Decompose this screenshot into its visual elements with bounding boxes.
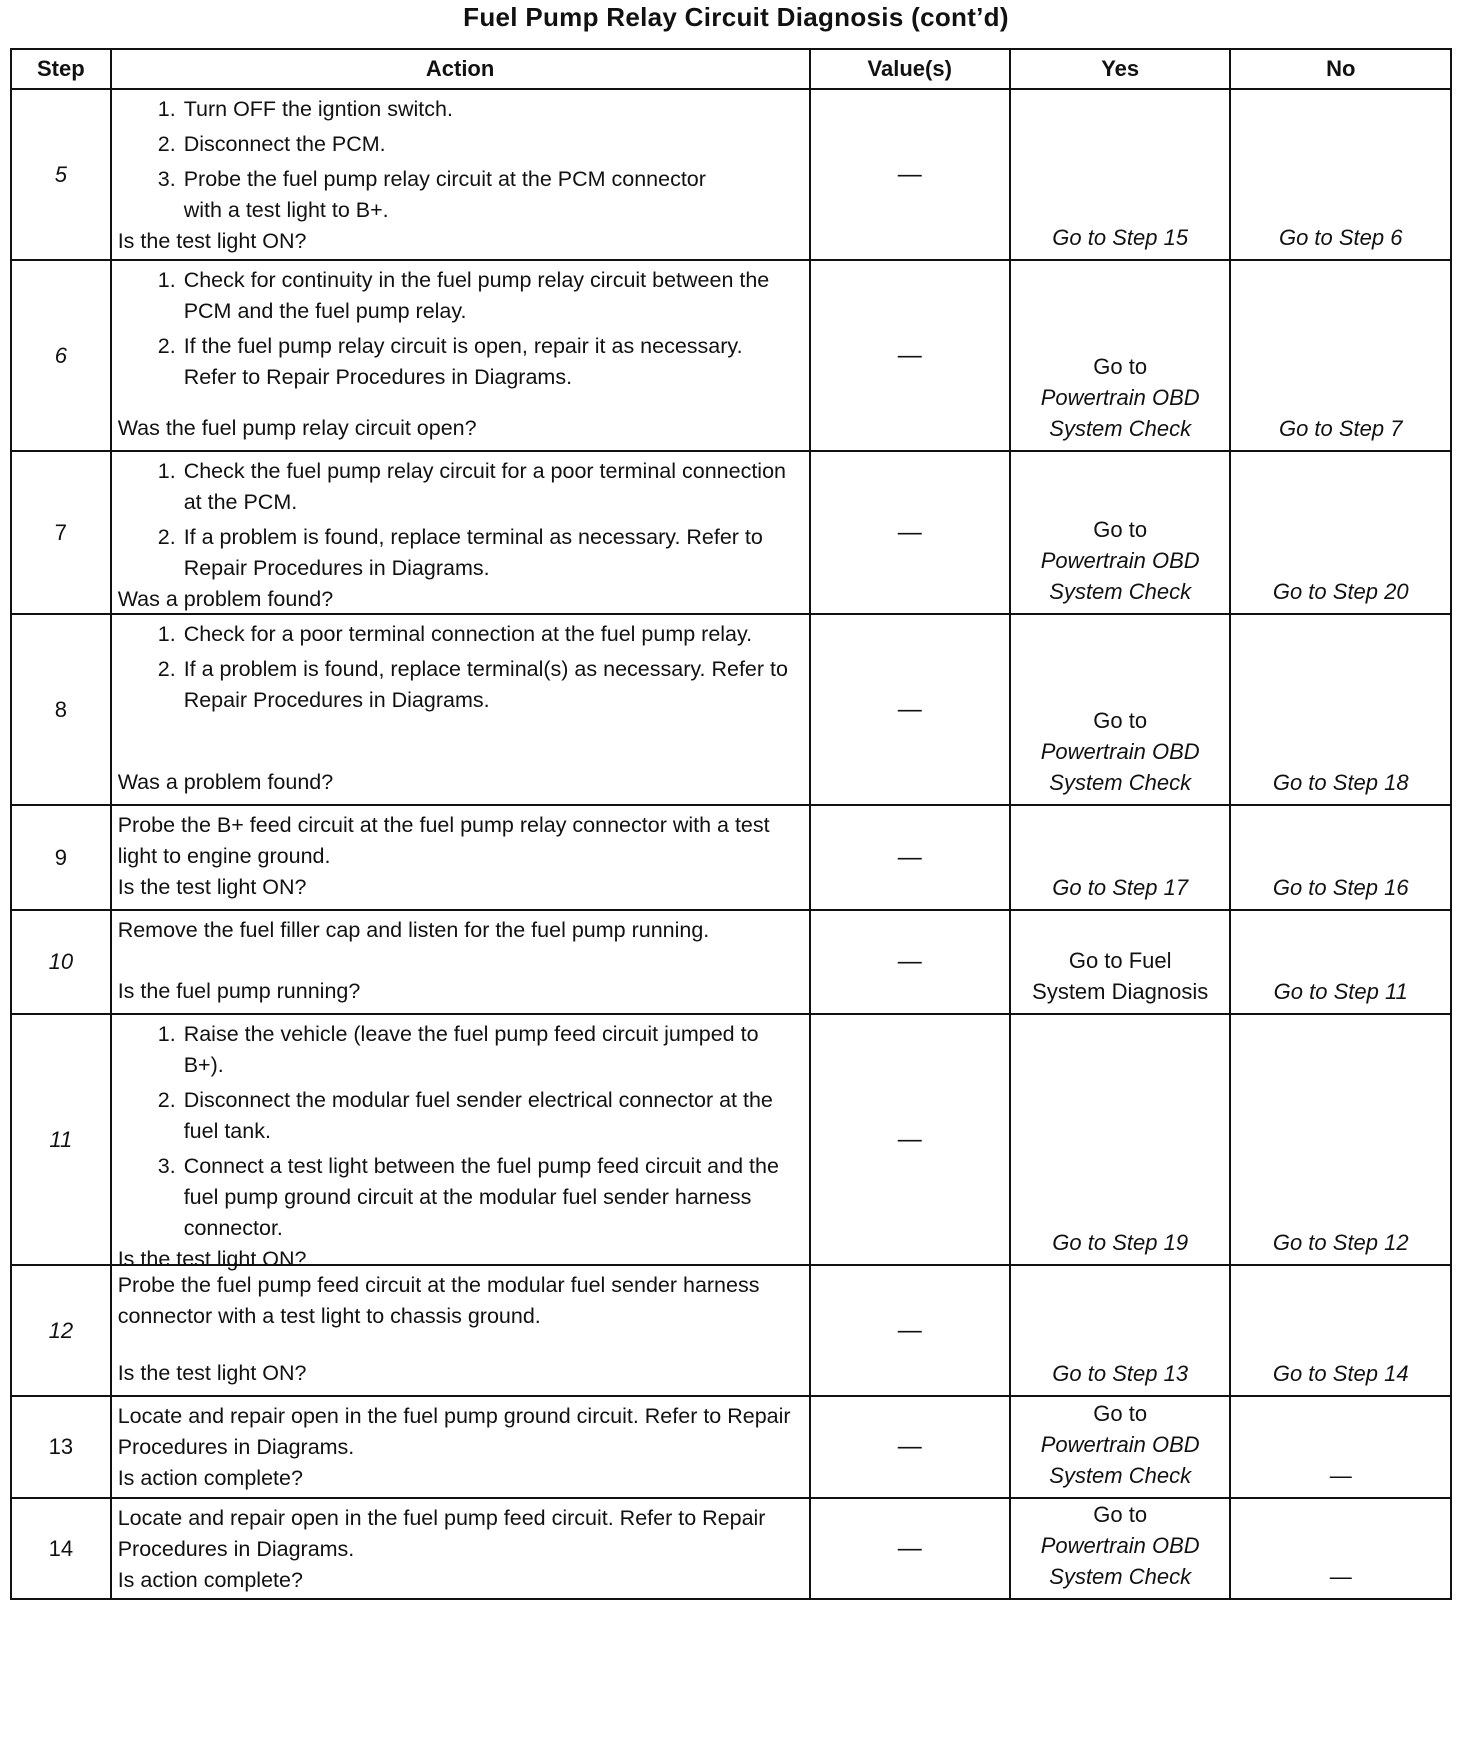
action-text: Remove the fuel filler cap and listen for the fuel pump running. bbox=[117, 918, 710, 942]
value-cell: — bbox=[810, 805, 1010, 910]
yes-cell bbox=[1010, 614, 1231, 805]
step-number: 10 bbox=[11, 910, 111, 1014]
action-cell bbox=[111, 805, 810, 910]
yes-cell: Go to Step 13 bbox=[1010, 1265, 1231, 1396]
action-cell bbox=[111, 1396, 810, 1498]
action-text: Probe the fuel pump feed circuit at the modular fuel sender harness connector with a test light to chassis ground. bbox=[117, 1273, 760, 1328]
list-item: 2. Disconnect the modular fuel sender electrical connector at the fuel tank. bbox=[157, 1088, 773, 1143]
yes-cell: Go to Fuel System Diagnosis bbox=[1010, 910, 1231, 1014]
yes-cell-source: Go to Powertrain OBD System Check bbox=[1040, 517, 1200, 604]
action-question: Is action complete? bbox=[117, 1568, 303, 1592]
yes-cell-source: Go to Powertrain OBD System Check bbox=[1040, 708, 1200, 795]
yes-cell-source: Go to Powertrain OBD System Check bbox=[1040, 354, 1200, 441]
action-question: Is action complete? bbox=[117, 1466, 303, 1490]
table-row bbox=[11, 1014, 1451, 1265]
action-cell bbox=[111, 1014, 810, 1271]
list-item: 2. Disconnect the PCM. bbox=[157, 132, 386, 156]
yes-cell-source: Go to Powertrain OBD System Check bbox=[1040, 1502, 1200, 1589]
value-cell: — bbox=[810, 614, 1010, 805]
yes-cell: Go to Step 15 bbox=[1010, 89, 1231, 260]
yes-cell bbox=[1010, 260, 1231, 451]
list-item: 2. If a problem is found, replace terminal as necessary. Refer to Repair Procedures in Diagrams. bbox=[157, 525, 763, 580]
list-item: 1. Check for continuity in the fuel pump relay circuit between the PCM and the fuel pump relay. bbox=[157, 268, 770, 323]
value-cell: — bbox=[810, 1396, 1010, 1498]
action-question: Was a problem found? bbox=[117, 770, 334, 794]
action-cell bbox=[111, 260, 810, 451]
yes-cell: Go to Step 19 bbox=[1010, 1014, 1231, 1265]
no-cell: Go to Step 18 bbox=[1230, 614, 1451, 805]
list-item: 1. Turn OFF the igntion switch. bbox=[157, 97, 453, 121]
action-cell bbox=[111, 451, 810, 614]
list-item: 2. If a problem is found, replace terminal(s) as necessary. Refer to Repair Procedures in Diagrams. bbox=[157, 657, 788, 712]
step-number: 7 bbox=[11, 451, 111, 614]
list-item: 2. If the fuel pump relay circuit is open, repair it as necessary. Refer to Repair Procedures in Diagrams. bbox=[157, 334, 743, 389]
action-text: Locate and repair open in the fuel pump ground circuit. Refer to Repair Procedures in Diagrams. bbox=[117, 1404, 791, 1459]
no-cell: Go to Step 12 bbox=[1230, 1014, 1451, 1265]
step-number: 8 bbox=[11, 614, 111, 805]
action-steps bbox=[118, 265, 801, 393]
action-cell bbox=[111, 614, 810, 805]
no-cell: Go to Step 6 bbox=[1230, 89, 1451, 260]
action-text: Probe the B+ feed circuit at the fuel pump relay connector with a test light to engine ground. bbox=[117, 813, 770, 868]
action-question: Is the test light ON? bbox=[117, 1361, 307, 1385]
value-cell: — bbox=[810, 89, 1010, 260]
list-item: 1. Raise the vehicle (leave the fuel pump feed circuit jumped to B+). bbox=[157, 1022, 759, 1077]
action-cell bbox=[111, 89, 810, 260]
header-no: No bbox=[1230, 49, 1451, 89]
no-cell: Go to Step 16 bbox=[1230, 805, 1451, 910]
step-number: 5 bbox=[11, 89, 111, 260]
diagnosis-table bbox=[10, 48, 1452, 1600]
action-question: Was a problem found? bbox=[117, 587, 334, 611]
action-text: Locate and repair open in the fuel pump feed circuit. Refer to Repair Procedures in Diagrams. bbox=[117, 1506, 766, 1561]
header-row bbox=[11, 49, 1451, 89]
action-question: Is the test light ON? bbox=[117, 875, 307, 899]
table-row bbox=[11, 1396, 1451, 1498]
table-row bbox=[11, 1498, 1451, 1599]
action-question: Was the fuel pump relay circuit open? bbox=[117, 416, 477, 440]
table-row bbox=[11, 910, 1451, 1014]
yes-cell-source: Go to Powertrain OBD System Check bbox=[1040, 1401, 1200, 1488]
header-yes: Yes bbox=[1010, 49, 1231, 89]
step-number: 6 bbox=[11, 260, 111, 451]
no-cell: Go to Step 20 bbox=[1230, 451, 1451, 614]
step-number: 14 bbox=[11, 1498, 111, 1599]
value-cell: — bbox=[810, 1014, 1010, 1265]
table-row bbox=[11, 89, 1451, 260]
action-steps bbox=[118, 619, 801, 716]
list-item: 3. Probe the fuel pump relay circuit at the PCM connector with a test light to B+. bbox=[157, 167, 706, 222]
action-cell bbox=[111, 1265, 810, 1396]
no-cell: Go to Step 14 bbox=[1230, 1265, 1451, 1396]
action-question: Is the fuel pump running? bbox=[117, 979, 361, 1003]
action-steps bbox=[118, 1019, 801, 1244]
table-row bbox=[11, 614, 1451, 805]
header-action: Action bbox=[111, 49, 810, 89]
table-row bbox=[11, 1265, 1451, 1396]
action-cell bbox=[111, 910, 810, 1014]
value-cell: — bbox=[810, 1498, 1010, 1599]
header-values: Value(s) bbox=[810, 49, 1010, 89]
table-row bbox=[11, 260, 1451, 451]
table-row bbox=[11, 451, 1451, 614]
yes-cell: Go to Step 17 bbox=[1010, 805, 1231, 910]
action-question: Is the test light ON? bbox=[117, 229, 307, 253]
value-cell: — bbox=[810, 910, 1010, 1014]
page-title: Fuel Pump Relay Circuit Diagnosis (cont’d) bbox=[463, 2, 1009, 32]
yes-cell bbox=[1010, 1498, 1231, 1599]
yes-cell bbox=[1010, 451, 1231, 614]
step-number: 12 bbox=[11, 1265, 111, 1396]
header-step: Step bbox=[11, 49, 111, 89]
no-cell: Go to Step 7 bbox=[1230, 260, 1451, 451]
list-item: 3. Connect a test light between the fuel pump feed circuit and the fuel pump ground circuit at the modular fuel sender harness connector. bbox=[157, 1154, 779, 1240]
list-item: 1. Check for a poor terminal connection at the fuel pump relay. bbox=[157, 622, 753, 646]
action-question: Is the test light ON? bbox=[117, 1247, 307, 1271]
value-cell: — bbox=[810, 1265, 1010, 1396]
no-cell: — bbox=[1230, 1498, 1451, 1599]
no-cell: Go to Step 11 bbox=[1230, 910, 1451, 1014]
step-number: 11 bbox=[11, 1014, 111, 1265]
action-cell bbox=[111, 1498, 810, 1599]
step-number: 9 bbox=[11, 805, 111, 910]
list-item: 1. Check the fuel pump relay circuit for a poor terminal connection at the PCM. bbox=[157, 459, 786, 514]
value-cell: — bbox=[810, 260, 1010, 451]
step-number: 13 bbox=[11, 1396, 111, 1498]
action-steps bbox=[118, 94, 801, 226]
action-steps bbox=[118, 456, 801, 584]
yes-cell bbox=[1010, 1396, 1231, 1498]
value-cell: — bbox=[810, 451, 1010, 614]
table-row bbox=[11, 805, 1451, 910]
no-cell: — bbox=[1230, 1396, 1451, 1498]
